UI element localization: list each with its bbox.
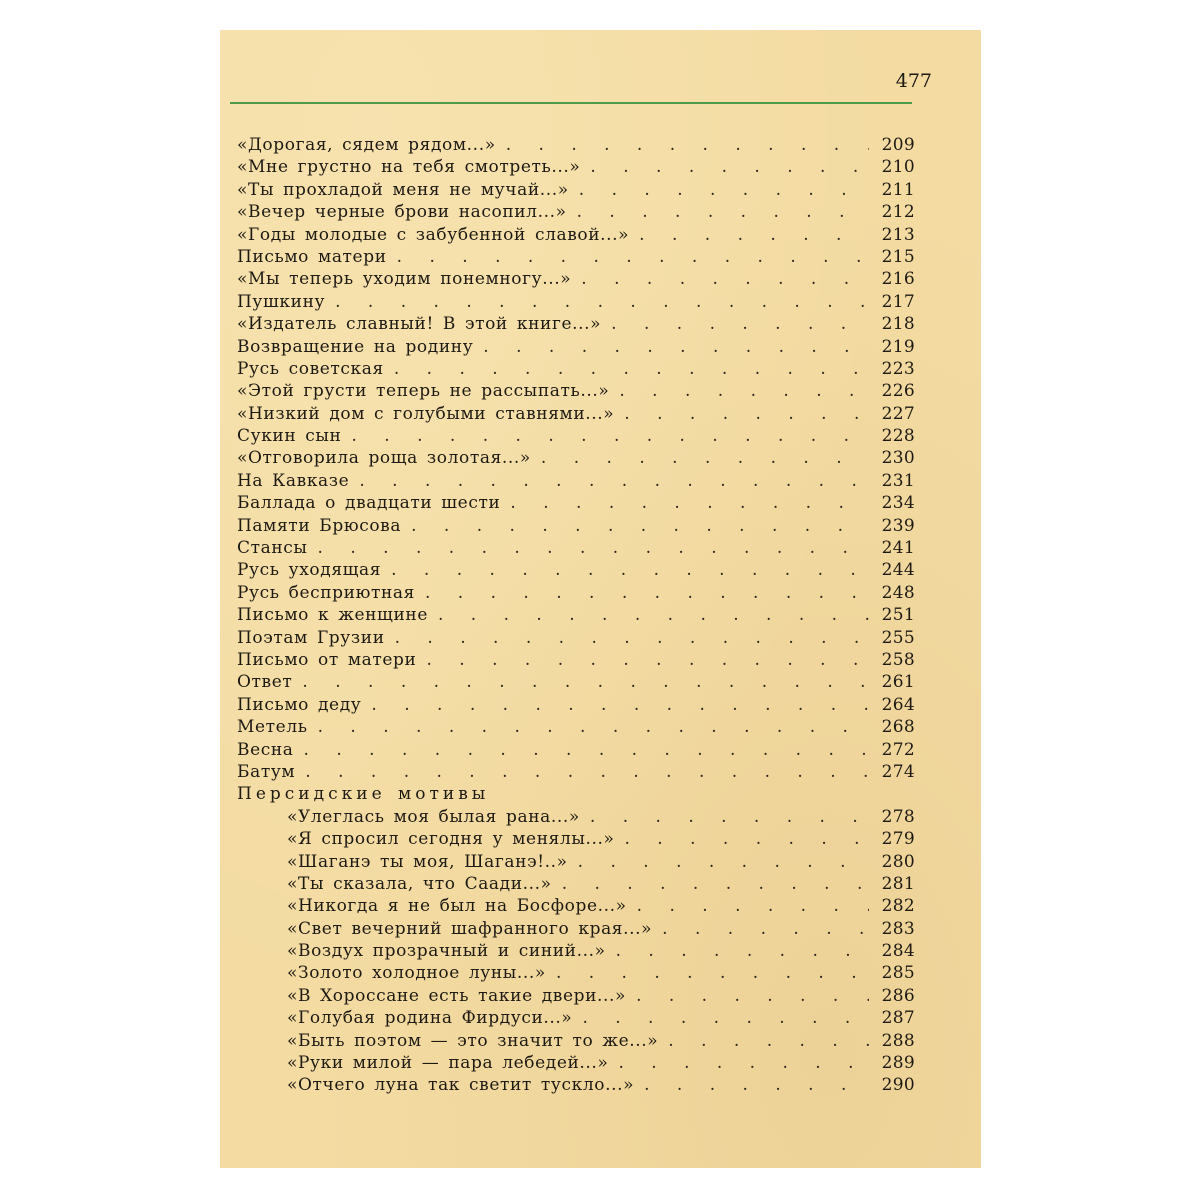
dot-leader xyxy=(384,358,869,380)
toc-entry xyxy=(237,649,915,671)
toc-entry xyxy=(237,671,915,693)
toc-sub-entry xyxy=(237,1052,915,1074)
dot-leader xyxy=(496,134,869,156)
toc-entry-title: Русь советская xyxy=(237,358,384,379)
toc-entry-title: «Ты прохладой меня не мучай...» xyxy=(237,179,569,200)
toc-entry-page: 288 xyxy=(881,1030,915,1051)
toc-entry-title: «Я спросил сегодня у менялы...» xyxy=(287,829,615,850)
toc-sub-entry xyxy=(237,1074,915,1096)
dot-leader xyxy=(341,425,869,447)
dot-leader xyxy=(546,962,869,984)
toc-entry-page: 209 xyxy=(881,135,915,155)
toc-entry-page: 284 xyxy=(881,941,915,962)
toc-entry xyxy=(237,447,915,469)
toc-entry-page: 215 xyxy=(881,246,915,267)
dot-leader xyxy=(652,918,869,940)
dot-leader xyxy=(292,671,869,693)
toc-entry-title: «Мне грустно на тебя смотреть...» xyxy=(237,157,581,178)
dot-leader xyxy=(552,873,869,895)
toc-sub-entry xyxy=(237,806,915,828)
toc-entry xyxy=(237,492,915,514)
toc-entry-title: Весна xyxy=(237,739,294,760)
toc-entry-page: 230 xyxy=(881,448,915,469)
toc-entry xyxy=(237,134,915,156)
toc-entry xyxy=(237,156,915,178)
toc-entry xyxy=(237,403,915,425)
dot-leader xyxy=(580,806,869,828)
toc-entry-title: Возвращение на родину xyxy=(237,336,474,357)
toc-entry-page: 261 xyxy=(881,672,915,693)
dot-leader xyxy=(381,559,869,581)
toc-entry-page: 241 xyxy=(881,538,915,559)
toc-entry-title: «Этой грусти теперь не рассыпать...» xyxy=(237,381,610,402)
dot-leader xyxy=(415,582,869,604)
toc-entry-title: Русь бесприютная xyxy=(237,582,415,603)
toc-entry xyxy=(237,246,915,268)
dot-leader xyxy=(634,1074,869,1096)
dot-leader xyxy=(569,179,869,201)
toc-section-heading xyxy=(237,783,915,805)
toc-entry-title: Памяти Брюсова xyxy=(237,515,402,536)
toc-entry xyxy=(237,179,915,201)
toc-sub-entry xyxy=(237,918,915,940)
toc-entry-page: 239 xyxy=(881,515,915,536)
toc-entry xyxy=(237,559,915,581)
toc-entry-title: «Отчего луна так светит тускло...» xyxy=(287,1075,635,1096)
toc-entry xyxy=(237,336,915,358)
dot-leader xyxy=(401,515,869,537)
toc-entry-page: 216 xyxy=(881,269,915,290)
toc-entry-title: «Ты сказала, что Саади...» xyxy=(287,873,552,894)
toc-entry-page: 244 xyxy=(881,560,915,581)
toc-entry-page: 248 xyxy=(881,582,915,603)
toc-entry-title: Письмо к женщине xyxy=(237,605,428,626)
toc-entry xyxy=(237,761,915,783)
toc-entry xyxy=(237,515,915,537)
toc-entry-page: 234 xyxy=(881,493,915,514)
dot-leader xyxy=(308,716,869,738)
toc-sub-entry xyxy=(237,985,915,1007)
toc-entry-title: Батум xyxy=(237,761,296,782)
dot-leader xyxy=(428,604,869,626)
dot-leader xyxy=(615,828,870,850)
toc-entry-page: 227 xyxy=(881,403,915,424)
toc-entry-title: На Кавказе xyxy=(237,470,350,491)
toc-entry-page: 217 xyxy=(881,291,915,312)
toc-sub-entry xyxy=(237,1030,915,1052)
toc-entry-page: 219 xyxy=(881,336,915,357)
toc-sub-entry xyxy=(237,1007,915,1029)
toc-entry-page: 218 xyxy=(881,314,915,335)
toc-entry-title: Метель xyxy=(237,717,308,738)
dot-leader xyxy=(500,492,869,514)
dot-leader xyxy=(614,403,869,425)
toc-entry xyxy=(237,268,915,290)
toc-sub-entry xyxy=(237,895,915,917)
toc-entry-page: 274 xyxy=(881,761,915,782)
toc-entry-title: «Мы теперь уходим понемногу...» xyxy=(237,269,572,290)
toc-entry-page: 268 xyxy=(881,717,915,738)
toc-entry-page: 286 xyxy=(881,985,915,1006)
dot-leader xyxy=(308,537,869,559)
toc-entry-title: Письмо от матери xyxy=(237,649,417,670)
dot-leader xyxy=(295,761,869,783)
table-of-contents xyxy=(237,134,915,1097)
toc-entry-title: «Отговорила роща золотая...» xyxy=(237,448,531,469)
toc-entry xyxy=(237,470,915,492)
dot-leader xyxy=(568,851,869,873)
dot-leader xyxy=(626,985,869,1007)
toc-entry-title: «Годы молодые с забубенной славой...» xyxy=(237,224,630,245)
toc-sub-entry xyxy=(237,940,915,962)
toc-entry-title: «Низкий дом с голубыми ставнями...» xyxy=(237,403,615,424)
dot-leader xyxy=(629,224,869,246)
toc-entry-page: 255 xyxy=(881,627,915,648)
dot-leader xyxy=(531,447,869,469)
dot-leader xyxy=(571,268,869,290)
toc-entry-page: 210 xyxy=(881,157,915,178)
toc-entry-page: 231 xyxy=(881,470,915,491)
toc-entry-page: 272 xyxy=(881,739,915,760)
dot-leader xyxy=(608,1052,869,1074)
dot-leader xyxy=(385,627,869,649)
header-rule xyxy=(230,102,912,104)
toc-entry-page: 285 xyxy=(881,963,915,984)
toc-entry-page: 279 xyxy=(881,829,915,850)
dot-leader xyxy=(609,380,869,402)
toc-entry-page: 280 xyxy=(881,851,915,872)
toc-sub-entry xyxy=(237,851,915,873)
toc-entry xyxy=(237,358,915,380)
toc-entry-title: Баллада о двадцати шести xyxy=(237,493,501,514)
toc-entry-title: «Издатель славный! В этой книге...» xyxy=(237,314,602,335)
toc-entry-title: «Руки милой — пара лебедей...» xyxy=(287,1053,609,1074)
dot-leader xyxy=(606,940,869,962)
section-heading-title: Персидские мотивы xyxy=(237,784,490,805)
toc-entry-page: 282 xyxy=(881,896,915,917)
toc-entry xyxy=(237,604,915,626)
toc-entry xyxy=(237,313,915,335)
toc-entry-page: 287 xyxy=(881,1008,915,1029)
toc-entry-title: «Свет вечерний шафранного края...» xyxy=(287,918,653,939)
dot-leader xyxy=(325,291,869,313)
toc-entry-page: 228 xyxy=(881,426,915,447)
toc-entry-page: 290 xyxy=(881,1075,915,1096)
toc-entry-page: 289 xyxy=(881,1053,915,1074)
toc-entry xyxy=(237,201,915,223)
dot-leader xyxy=(567,201,869,223)
toc-entry-page: 281 xyxy=(881,873,915,894)
toc-entry-page: 283 xyxy=(881,918,915,939)
toc-entry xyxy=(237,291,915,313)
toc-entry-page: 278 xyxy=(881,806,915,827)
dot-leader xyxy=(580,156,869,178)
toc-entry-title: «Голубая родина Фирдуси...» xyxy=(287,1008,573,1029)
toc-entry xyxy=(237,739,915,761)
toc-entry-page: 213 xyxy=(881,224,915,245)
toc-entry xyxy=(237,224,915,246)
dot-leader xyxy=(658,1030,869,1052)
toc-entry-title: «Быть поэтом — это значит то же...» xyxy=(287,1030,659,1051)
toc-entry-page: 223 xyxy=(881,358,915,379)
toc-entry xyxy=(237,425,915,447)
toc-entry-title: «Вечер черные брови насопил...» xyxy=(237,202,567,223)
toc-entry-title: Стансы xyxy=(237,538,308,559)
toc-entry-title: «Улеглась моя былая рана...» xyxy=(287,806,580,827)
dot-leader xyxy=(627,895,869,917)
toc-entry xyxy=(237,537,915,559)
toc-entry-title: «В Хороссане есть такие двери...» xyxy=(287,985,627,1006)
toc-entry-title: «Золото холодное луны...» xyxy=(287,963,546,984)
toc-entry-page: 211 xyxy=(881,179,915,200)
dot-leader xyxy=(473,336,869,358)
toc-entry xyxy=(237,582,915,604)
dot-leader xyxy=(349,470,869,492)
book-page xyxy=(220,30,981,1168)
toc-entry-title: «Шаганэ ты моя, Шаганэ!..» xyxy=(287,851,568,872)
toc-sub-entry xyxy=(237,962,915,984)
toc-entry-title: Ответ xyxy=(237,672,293,693)
toc-entry xyxy=(237,627,915,649)
toc-entry-title: Письмо матери xyxy=(237,246,387,267)
toc-entry-title: «Воздух прозрачный и синий...» xyxy=(287,941,606,962)
toc-entry-title: Письмо деду xyxy=(237,694,362,715)
toc-entry-title: «Дорогая, сядем рядом...» xyxy=(237,135,496,155)
page-number: 477 xyxy=(895,70,932,92)
toc-sub-entry xyxy=(237,828,915,850)
toc-entry xyxy=(237,694,915,716)
toc-entry-page: 264 xyxy=(881,694,915,715)
dot-leader xyxy=(601,313,869,335)
toc-entry-page: 251 xyxy=(881,605,915,626)
toc-entry-page: 226 xyxy=(881,381,915,402)
toc-entry-title: Сукин сын xyxy=(237,426,342,447)
dot-leader xyxy=(361,694,869,716)
toc-entry xyxy=(237,380,915,402)
toc-entry xyxy=(237,716,915,738)
dot-leader xyxy=(416,649,869,671)
dot-leader xyxy=(572,1007,869,1029)
toc-entry-title: Пушкину xyxy=(237,291,326,312)
toc-entry-page: 258 xyxy=(881,649,915,670)
dot-leader xyxy=(294,739,869,761)
toc-entry-page: 212 xyxy=(881,202,915,223)
toc-entry-title: Русь уходящая xyxy=(237,560,382,581)
toc-entry-title: «Никогда я не был на Босфоре...» xyxy=(287,896,627,917)
dot-leader xyxy=(387,246,869,268)
toc-sub-entry xyxy=(237,873,915,895)
toc-entry-title: Поэтам Грузии xyxy=(237,627,385,648)
